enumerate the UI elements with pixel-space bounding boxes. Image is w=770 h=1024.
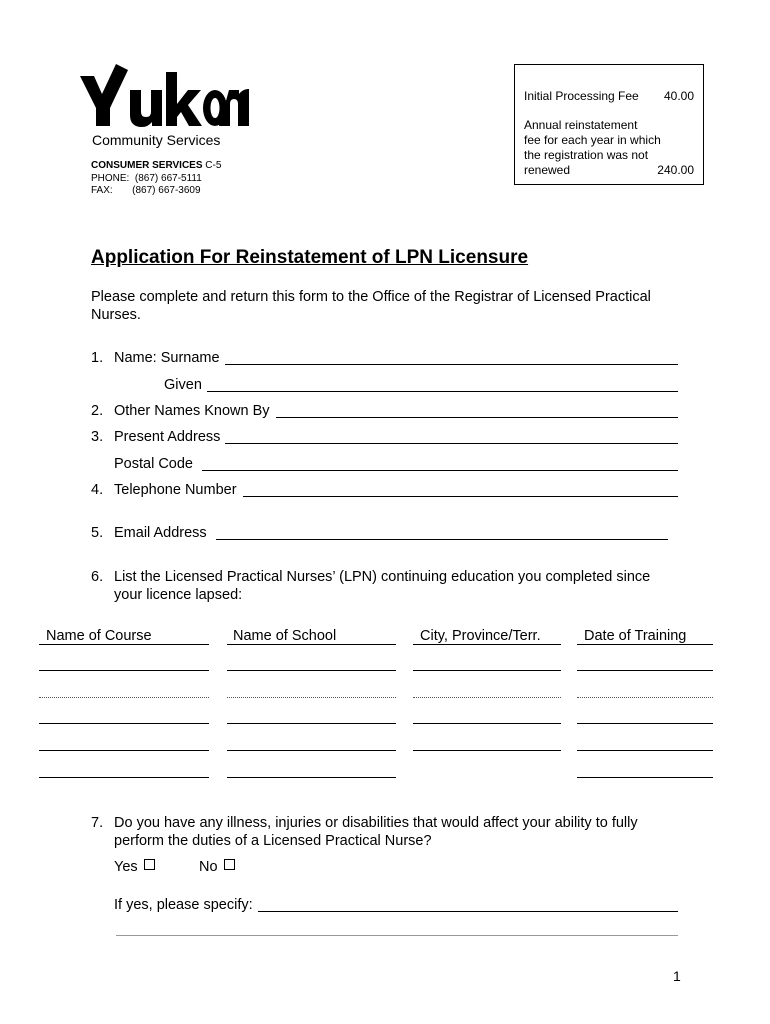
- q1-given-label: Given: [164, 377, 202, 393]
- q1-number: 1.: [91, 350, 104, 366]
- phone-line: PHONE: (867) 667-5111: [91, 173, 202, 184]
- yes-label: Yes: [114, 859, 138, 875]
- yes-checkbox[interactable]: [144, 859, 155, 870]
- email-field[interactable]: [216, 539, 668, 540]
- annual-fee-line1: Annual reinstatement: [524, 118, 638, 132]
- postal-code-field[interactable]: [202, 470, 678, 471]
- table-row-school-field[interactable]: [227, 697, 396, 698]
- no-label: No: [199, 859, 218, 875]
- table-row-date-field[interactable]: [577, 670, 713, 671]
- table-row-date-field[interactable]: [577, 697, 713, 698]
- specify-field[interactable]: [258, 911, 678, 912]
- q2-label: Other Names Known By: [114, 403, 270, 419]
- header-underline: [413, 644, 561, 645]
- no-option[interactable]: [199, 858, 235, 876]
- table-row-city-field[interactable]: [413, 697, 561, 698]
- table-row-school-field[interactable]: [227, 723, 396, 724]
- col-header-date: Date of Training: [584, 628, 687, 644]
- annual-fee-line4: renewed: [524, 163, 571, 177]
- address-field[interactable]: [225, 443, 678, 444]
- q6-label-line1: List the Licensed Practical Nurses’ (LPN) continuing education you completed since: [114, 569, 651, 585]
- q5-label: Email Address: [114, 525, 207, 541]
- q6-label-line2: your licence lapsed:: [114, 587, 243, 603]
- header-underline: [577, 644, 713, 645]
- col-header-school: Name of School: [233, 628, 337, 644]
- fax-line: FAX: (867) 667-3609: [91, 185, 201, 196]
- surname-field[interactable]: [225, 364, 678, 365]
- table-row-course-field[interactable]: [39, 670, 209, 671]
- no-checkbox[interactable]: [224, 859, 235, 870]
- q3-postal-label: Postal Code: [114, 456, 193, 472]
- yes-option[interactable]: [114, 858, 155, 876]
- initial-fee-label: Initial Processing Fee: [524, 89, 639, 103]
- table-row-course-field[interactable]: [39, 697, 209, 698]
- q3-number: 3.: [91, 429, 104, 445]
- q4-label: Telephone Number: [114, 482, 237, 498]
- table-row-school-field[interactable]: [227, 750, 396, 751]
- col-header-city: City, Province/Terr.: [420, 628, 541, 644]
- table-row-city-field[interactable]: [413, 750, 561, 751]
- initial-fee-amount: 40.00: [663, 89, 694, 103]
- other-names-field[interactable]: [276, 417, 678, 418]
- table-row-city-field[interactable]: [413, 670, 561, 671]
- q1-label: Name: Surname: [114, 350, 220, 366]
- table-row-city-field[interactable]: [413, 723, 561, 724]
- q3-label: Present Address: [114, 429, 221, 445]
- q4-number: 4.: [91, 482, 104, 498]
- specify-field-line2[interactable]: [116, 935, 678, 936]
- given-name-field[interactable]: [207, 391, 678, 392]
- table-row-date-field[interactable]: [577, 723, 713, 724]
- table-row-date-field[interactable]: [577, 777, 713, 778]
- form-intro: Please complete and return this form to the Office of the Registrar of Licensed Practical Nurses.: [91, 289, 651, 323]
- consumer-services: CONSUMER SERVICES C-5: [91, 160, 222, 171]
- q6-number: 6.: [91, 569, 104, 585]
- q5-number: 5.: [91, 525, 104, 541]
- page-number: 1: [673, 968, 681, 984]
- table-row-course-field[interactable]: [39, 723, 209, 724]
- telephone-field[interactable]: [243, 496, 678, 497]
- annual-fee-line2: fee for each year in which: [524, 133, 661, 147]
- specify-label: If yes, please specify:: [114, 897, 253, 913]
- col-header-course: Name of Course: [46, 628, 152, 644]
- table-row-school-field[interactable]: [227, 777, 396, 778]
- table-row-school-field[interactable]: [227, 670, 396, 671]
- table-row-course-field[interactable]: [39, 777, 209, 778]
- q7-line1: Do you have any illness, injuries or disabilities that would affect your ability to fully: [114, 815, 638, 831]
- annual-fee-amount: 240.00: [657, 163, 694, 177]
- q7-line2: perform the duties of a Licensed Practical Nurse?: [114, 833, 432, 849]
- table-row-date-field[interactable]: [577, 750, 713, 751]
- annual-fee-line3: the registration was not: [524, 148, 649, 162]
- fee-box: [514, 64, 704, 185]
- header-underline: [39, 644, 209, 645]
- q7-number: 7.: [91, 815, 104, 831]
- header-underline: [227, 644, 396, 645]
- form-title: Application For Reinstatement of LPN Licensure: [91, 247, 529, 268]
- table-row-course-field[interactable]: [39, 750, 209, 751]
- q2-number: 2.: [91, 403, 104, 419]
- yukon-logo: [80, 64, 250, 134]
- department-name: Community Services: [92, 132, 221, 148]
